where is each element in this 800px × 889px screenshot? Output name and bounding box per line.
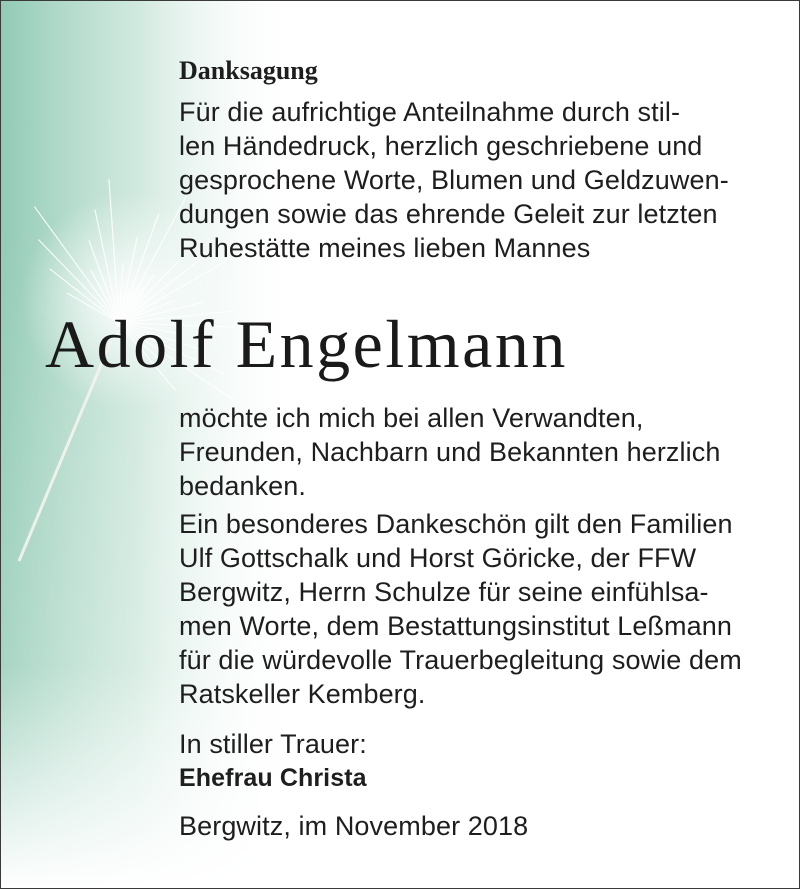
intro-line: Ruhestätte meines lieben Mannes [179, 233, 591, 263]
body-line: bedanken. [179, 471, 307, 501]
place-date: Bergwitz, im November 2018 [179, 811, 529, 841]
body-line: möchte ich mich bei allen Verwandten, [179, 403, 644, 433]
body-line: Ulf Gottschalk und Horst Göricke, der FFW [179, 543, 697, 573]
notice-heading: Danksagung [179, 56, 318, 85]
intro-line: Für die aufrichtige Anteilnahme durch stil- [179, 97, 681, 127]
body-line: Ein besonderes Dankeschön gilt den Familien [179, 509, 733, 539]
body-line: Bergwitz, Herrn Schulze für seine einfühlsa- [179, 577, 709, 607]
mourner-name: Ehefrau Christa [179, 764, 367, 792]
body-line: Freunden, Nachbarn und Bekannten herzlich [179, 437, 721, 467]
intro-line: len Händedruck, herzlich geschriebene und [179, 131, 703, 161]
body-line: Ratskeller Kemberg. [179, 679, 426, 709]
deceased-name: Adolf Engelmann [45, 306, 568, 382]
intro-line: dungen sowie das ehrende Geleit zur letzten [179, 199, 718, 229]
mourning-label: In stiller Trauer: [179, 729, 367, 759]
body-line: men Worte, dem Bestattungsinstitut Leßmann [179, 611, 732, 641]
intro-line: gesprochene Worte, Blumen und Geldzuwen- [179, 165, 729, 195]
body-line: für die würdevolle Trauerbegleitung sowie dem [179, 645, 742, 675]
